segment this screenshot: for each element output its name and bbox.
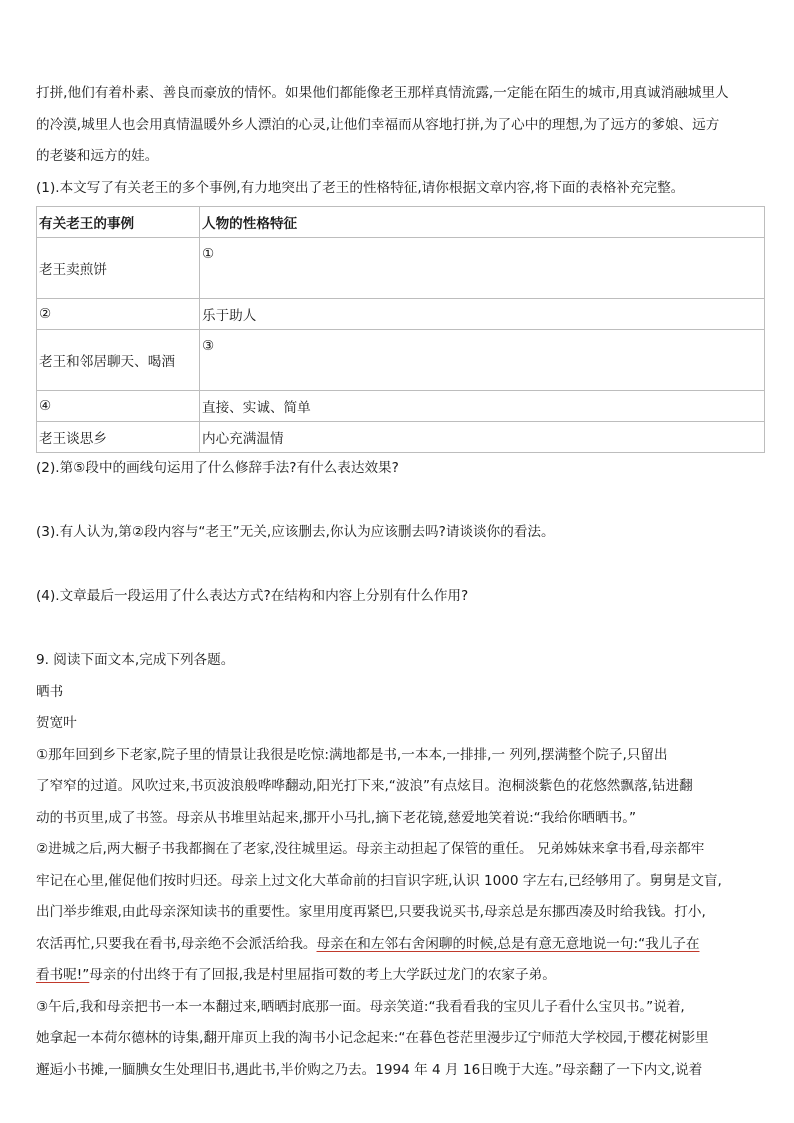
table-cell-trait: 乐于助人 [200, 299, 765, 330]
table-header-trait: 人物的性格特征 [200, 207, 765, 238]
section-9-heading: 9. 阅读下面文本,完成下列各题。 [36, 652, 235, 668]
table-row [37, 238, 765, 299]
table-cell-trait: 内心充满温情 [200, 422, 765, 453]
question-4: (4).文章最后一段运用了什么表达方式?在结构和内容上分别有什么作用? [36, 588, 469, 604]
table-header-row [37, 207, 765, 238]
question-3: (3).有人认为,第②段内容与“老王”无关,应该删去,你认为应该删去吗?请谈谈你的看法。 [36, 524, 555, 540]
table-row [37, 330, 765, 391]
article-title: 晒书 [36, 683, 64, 700]
paragraph-2-text: 母亲的付出终于有了回报,我是村里屈指可数的考上大学跃过龙门的农家子弟。 [89, 967, 556, 983]
intro-line-3: 的老婆和远方的娃。 [36, 148, 159, 164]
table-cell-event-blank: ④ [37, 391, 200, 422]
paragraph-2-line: 出门举步维艰,由此母亲深知读书的重要性。家里用度再紧巴,只要我说买书,母亲总是东挪西凑及时给我钱。打小, [36, 904, 706, 920]
intro-line-2: 的冷漠,城里人也会用真情温暖外乡人漂泊的心灵,让他们幸福而从容地打拼,为了心中的理想,为了远方的爹娘、远方 [36, 116, 720, 133]
paragraph-2-line: 牢记在心里,催促他们按时归还。母亲上过文化大革命前的扫盲识字班,认识 1000 字左右,已经够用了。舅舅是文盲, [36, 872, 722, 889]
table-cell-trait-blank: ③ [202, 338, 215, 354]
paragraph-2-line: ②进城之后,两大橱子书我都搁在了老家,没往城里运。母亲主动担起了保管的重任。 兄弟姊妹来拿书看,母亲都牢 [36, 841, 705, 857]
intro-line-1: 打拼,他们有着朴素、善良而豪放的情怀。如果他们都能像老王那样真情流露,一定能在陌生的城市,用真诚消融城里人 [36, 85, 729, 101]
underlined-sentence: 母亲在和左邻右舍闲聊的时候,总是有意无意地说一句:“我儿子在 [316, 935, 700, 952]
table-cell-trait: 直接、实诚、简单 [200, 391, 765, 422]
paragraph-2-text: 农活再忙,只要我在看书,母亲绝不会派活给我。 [36, 935, 317, 952]
table-row [37, 422, 765, 453]
paragraph-3-line: 她拿起一本荷尔德林的诗集,翻开扉页上我的淘书小记念起来:“在暮色苍茫里漫步辽宁师范大学校园,于樱花树影里 [36, 1030, 709, 1046]
table-cell-trait-blank: ① [202, 246, 215, 262]
paragraph-1-line: ①那年回到乡下老家,院子里的情景让我很是吃惊:满地都是书,一本本,一排排,一 列列,摆满整个院子,只留出 [36, 746, 668, 763]
table-cell-event-blank: ② [37, 299, 200, 330]
table-cell-event: 老王和邻居聊天、喝酒 [39, 354, 175, 370]
table-cell-event: 老王卖煎饼 [39, 262, 107, 278]
table-row [37, 299, 765, 330]
paragraph-3-line: 邂逅小书摊,一腼腆女生处理旧书,遇此书,半价购之乃去。1994 年 4 月 16日晚于大连。”母亲翻了一下内文,说着 [36, 1061, 703, 1078]
article-author: 贺宽叶 [36, 715, 77, 731]
underlined-sentence-end: 看书呢!” [36, 967, 90, 983]
question-1: (1).本文写了有关老王的多个事例,有力地突出了老王的性格特征,请你根据文章内容,将下面的表格补充完整。 [36, 179, 685, 196]
paragraph-3-line: ③午后,我和母亲把书一本一本翻过来,晒晒封底那一面。母亲笑道:“我看看我的宝贝儿子看什么宝贝书。”说着, [36, 998, 685, 1015]
table-header-event: 有关老王的事例 [37, 207, 200, 238]
question-2: (2).第⑤段中的画线句运用了什么修辞手法?有什么表达效果? [36, 460, 399, 476]
paragraph-1-line: 动的书页里,成了书签。母亲从书堆里站起来,挪开小马扎,摘下老花镜,慈爱地笑着说:“我给你晒晒书。” [36, 809, 637, 826]
paragraph-2-line [36, 929, 766, 961]
table-row [37, 391, 765, 422]
paragraph-2-line [36, 960, 766, 992]
character-table [36, 206, 765, 453]
paragraph-1-line: 了窄窄的过道。风吹过来,书页波浪般哗哗翻动,阳光打下来,“波浪”有点炫目。泡桐淡紫色的花悠然飘落,钻进翻 [36, 778, 693, 794]
table-cell-event: 老王谈思乡 [37, 422, 200, 453]
document-page [36, 78, 766, 1086]
